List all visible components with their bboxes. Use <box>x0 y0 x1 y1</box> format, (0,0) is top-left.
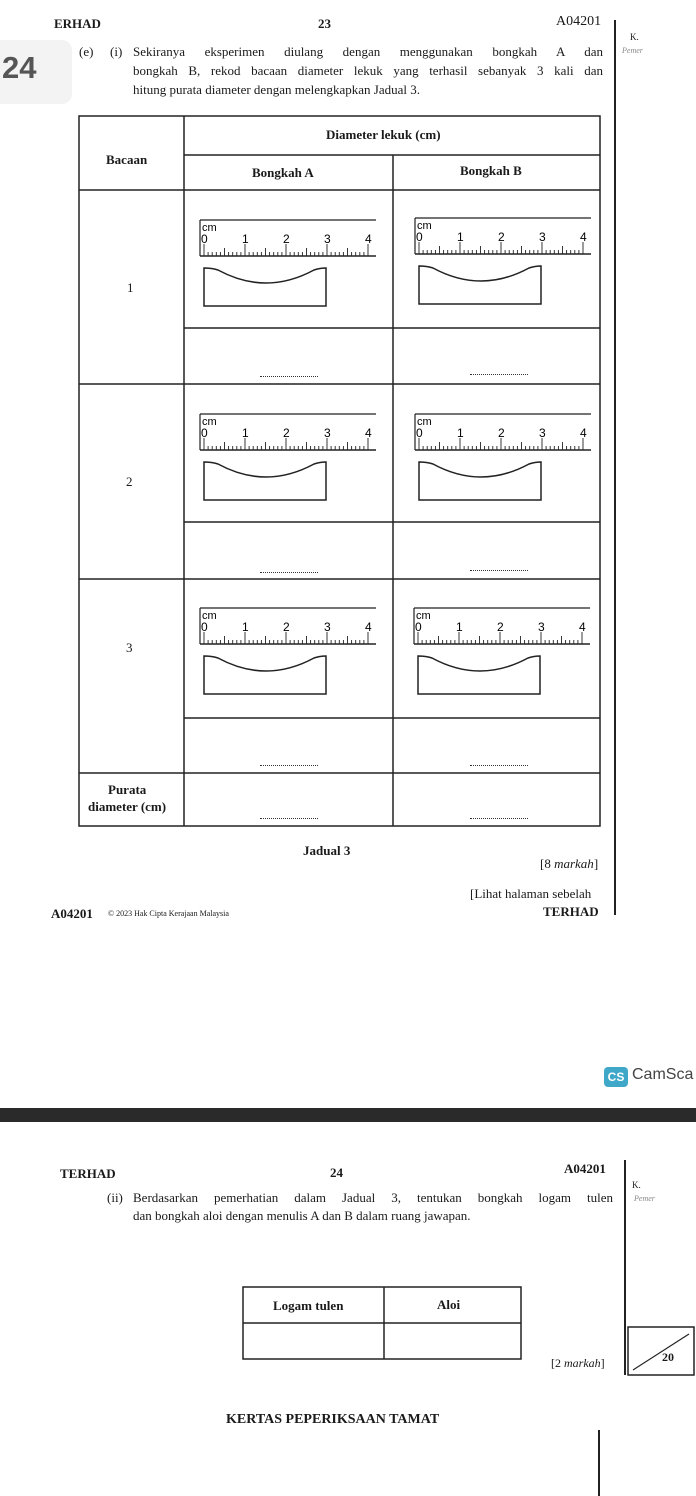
page-divider <box>0 1108 696 1122</box>
table-caption: Jadual 3 <box>303 843 351 858</box>
ruler-unit-label: cm <box>417 416 432 428</box>
page2-header-page-number: 24 <box>330 1165 343 1180</box>
answer-cell-logam-tulen[interactable] <box>246 1325 382 1357</box>
header-code: A04201 <box>556 14 602 29</box>
dent-block-shape <box>418 656 540 694</box>
ruler-tick-label: 1 <box>457 230 464 244</box>
ruler-diagram-b2 <box>411 412 601 512</box>
table-header-bacaan: Bacaan <box>106 152 148 167</box>
row-label-2: 2 <box>126 474 133 489</box>
row-label-1: 1 <box>127 280 134 295</box>
dent-block-shape <box>419 266 541 304</box>
answer-line-a1[interactable] <box>260 376 318 377</box>
table-header-diameter: Diameter lekuk (cm) <box>326 127 441 142</box>
dent-block-shape <box>419 462 541 500</box>
table-header-bongkah-a: Bongkah A <box>252 165 314 180</box>
ruler-tick-label: 0 <box>201 620 208 634</box>
ruler-tick-label: 1 <box>456 620 463 634</box>
answer-line-a2[interactable] <box>260 572 318 573</box>
ruler-tick-label: 4 <box>579 620 586 634</box>
page2-marks-label: [2 markah] <box>551 1356 605 1370</box>
row-label-3: 3 <box>126 640 133 655</box>
ruler-tick-label: 3 <box>324 620 331 634</box>
ruler-tick-label: 0 <box>201 426 208 440</box>
ruler-tick-label: 3 <box>539 426 546 440</box>
answer-line-b2[interactable] <box>470 570 528 571</box>
ruler-tick-label: 2 <box>283 232 290 246</box>
page2-question-line-2: dan bongkah aloi dengan menulis A dan B dalam ruang jawapan. <box>133 1208 471 1223</box>
header-left: ERHAD <box>54 16 101 31</box>
answer-line-average-a[interactable] <box>260 818 318 819</box>
ruler-diagram-a1 <box>196 218 386 318</box>
ruler-tick-label: 1 <box>242 232 249 246</box>
ruler-diagram-a2 <box>196 412 386 512</box>
page2-header-left: TERHAD <box>60 1166 116 1181</box>
question-line-3: hitung purata diameter dengan melengkapkan Jadual 3. <box>133 82 420 97</box>
page2-margin-pemeriksa: Pemer <box>634 1194 655 1203</box>
page-number-large: 24 <box>2 50 37 85</box>
ruler-tick-label: 1 <box>242 620 249 634</box>
question-part-e: (e) <box>79 44 94 59</box>
answer-line-average-b[interactable] <box>470 818 528 819</box>
ruler-unit-label: cm <box>202 222 217 234</box>
question-subpart-ii: (ii) <box>107 1190 123 1205</box>
margin-pemeriksa-label: Pemer <box>622 46 643 55</box>
header-page-number: 23 <box>318 16 331 31</box>
ruler-tick-label: 3 <box>539 230 546 244</box>
table-header-bongkah-b: Bongkah B <box>460 163 522 178</box>
question-subpart-i: (i) <box>110 44 123 59</box>
ruler-tick-label: 0 <box>415 620 422 634</box>
ruler-unit-label: cm <box>416 610 431 622</box>
answer-line-b3[interactable] <box>470 765 528 766</box>
ruler-tick-label: 2 <box>283 620 290 634</box>
ruler-tick-label: 3 <box>324 426 331 440</box>
ruler-tick-label: 4 <box>580 230 587 244</box>
ruler-tick-label: 4 <box>365 620 372 634</box>
ruler-unit-label: cm <box>202 610 217 622</box>
ruler-tick-label: 4 <box>580 426 587 440</box>
ruler-tick-label: 4 <box>365 426 372 440</box>
answer-line-a3[interactable] <box>260 765 318 766</box>
ruler-tick-label: 3 <box>324 232 331 246</box>
dent-block-shape <box>204 462 326 500</box>
camscanner-logo-icon: CS <box>604 1067 628 1087</box>
dent-block-shape <box>204 656 326 694</box>
ruler-tick-label: 1 <box>242 426 249 440</box>
question-line-2: bongkah B, rekod bacaan diameter lekuk yang terhasil sebanyak 3 kali dan <box>133 63 603 78</box>
ruler-tick-label: 4 <box>365 232 372 246</box>
ruler-tick-label: 2 <box>497 620 504 634</box>
ruler-tick-label: 3 <box>538 620 545 634</box>
footer-terhad: TERHAD <box>543 904 599 919</box>
answer-table-header-logam-tulen: Logam tulen <box>273 1298 344 1313</box>
ruler-tick-label: 2 <box>498 426 505 440</box>
margin-k-label: K. <box>630 32 639 42</box>
dent-block-shape <box>204 268 326 306</box>
ruler-tick-label: 0 <box>416 426 423 440</box>
ruler-diagram-a3 <box>196 606 386 706</box>
footer-copyright: © 2023 Hak Cipta Kerajaan Malaysia <box>108 909 229 918</box>
answer-table-header-aloi: Aloi <box>437 1297 461 1312</box>
answer-line-b1[interactable] <box>470 374 528 375</box>
ruler-unit-label: cm <box>417 220 432 232</box>
page2-margin-line-lower <box>598 1430 600 1496</box>
purata-label-line1: Purata <box>108 782 147 797</box>
ruler-tick-label: 0 <box>201 232 208 246</box>
ruler-diagram-b3 <box>410 606 600 706</box>
ruler-diagram-b1 <box>411 216 601 316</box>
answer-cell-aloi[interactable] <box>387 1325 519 1357</box>
camscanner-watermark: CamSca <box>632 1066 694 1083</box>
marks-label: [8 markah] <box>540 856 599 871</box>
next-page-label: [Lihat halaman sebelah <box>470 886 592 901</box>
score-total: 20 <box>662 1350 674 1364</box>
end-of-paper-text: KERTAS PEPERIKSAAN TAMAT <box>226 1412 440 1427</box>
question-line-1: Sekiranya eksperimen diulang dengan menggunakan bongkah A dan <box>133 44 603 59</box>
page2-header-code: A04201 <box>564 1161 606 1176</box>
ruler-unit-label: cm <box>202 416 217 428</box>
page2-margin-k: K. <box>632 1180 641 1190</box>
purata-label-line2: diameter (cm) <box>88 799 167 814</box>
ruler-tick-label: 0 <box>416 230 423 244</box>
ruler-tick-label: 1 <box>457 426 464 440</box>
ruler-tick-label: 2 <box>283 426 290 440</box>
page2-question-line-1: Berdasarkan pemerhatian dalam Jadual 3, tentukan bongkah logam tulen <box>133 1190 613 1205</box>
footer-code: A04201 <box>51 906 93 921</box>
ruler-tick-label: 2 <box>498 230 505 244</box>
